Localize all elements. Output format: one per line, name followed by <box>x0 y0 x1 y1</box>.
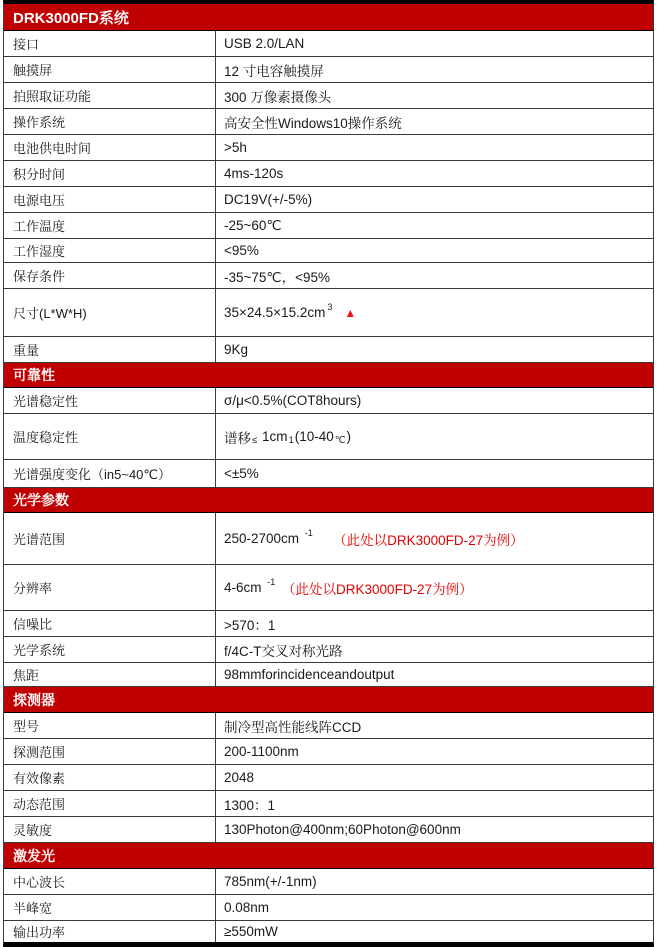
spec-value <box>216 817 653 842</box>
spec-label: 接口 <box>4 31 216 56</box>
spec-label: 操作系统 <box>4 109 216 134</box>
spec-value-text: 4ms-120s <box>224 166 284 181</box>
spec-value <box>216 213 653 238</box>
spec-value <box>216 869 653 894</box>
spec-value-text: 200-1100nm <box>224 744 299 759</box>
spec-row <box>4 337 653 363</box>
spec-row <box>4 663 653 687</box>
spec-label: 尺寸(L*W*H) <box>4 289 216 336</box>
spec-value <box>216 135 653 160</box>
spec-label: 探测范围 <box>4 739 216 764</box>
spec-value <box>216 713 653 738</box>
spec-row <box>4 460 653 488</box>
spec-value-text: f/4C-T交叉对称光路 <box>224 643 343 659</box>
spec-value <box>216 637 653 662</box>
spec-value <box>216 57 653 82</box>
subscript: ℃ <box>334 435 346 446</box>
subscript: 1 <box>288 435 294 446</box>
section-header <box>4 363 653 388</box>
spec-label: 型号 <box>4 713 216 738</box>
spec-note-red: （此处以DRK3000FD-27为例） <box>275 581 473 597</box>
spec-label: 电池供电时间 <box>4 135 216 160</box>
spec-value-text: -25~60℃ <box>224 217 282 233</box>
spec-row <box>4 135 653 161</box>
spec-value-text: <95% <box>224 243 259 258</box>
spec-label: 动态范围 <box>4 791 216 816</box>
spec-value-text: USB 2.0/LAN <box>224 36 305 51</box>
spec-label: 拍照取证功能 <box>4 83 216 108</box>
spec-value <box>216 31 653 56</box>
spec-row <box>4 239 653 263</box>
spec-value-text: 高安全性Windows10操作系统 <box>224 115 402 131</box>
spec-value-text: 300 万像素摄像头 <box>224 89 332 105</box>
spec-row <box>4 263 653 289</box>
spec-value-text: 130Photon@400nm;60Photon@600nm <box>224 822 461 837</box>
section-title: 探测器 <box>13 691 55 708</box>
spec-label: 光谱范围 <box>4 513 216 564</box>
spec-value-text: 785nm(+/-1nm) <box>224 874 317 889</box>
spec-row <box>4 57 653 83</box>
spec-label: 灵敏度 <box>4 817 216 842</box>
spec-label: 中心波长 <box>4 869 216 894</box>
spec-value <box>216 414 653 459</box>
spec-value <box>216 83 653 108</box>
spec-row <box>4 565 653 611</box>
section-title: 激发光 <box>13 847 55 864</box>
spec-value-text: >5h <box>224 140 247 155</box>
spec-label: 信噪比 <box>4 611 216 636</box>
spec-row <box>4 213 653 239</box>
spec-value <box>216 239 653 262</box>
spec-value-text: ≥550mW <box>224 924 278 939</box>
spec-row <box>4 765 653 791</box>
spec-value <box>216 161 653 186</box>
spec-label: 工作湿度 <box>4 239 216 262</box>
spec-row <box>4 161 653 187</box>
spec-row <box>4 83 653 109</box>
spec-value-text: <±5% <box>224 466 259 481</box>
spec-value-text: 12 寸电容触摸屏 <box>224 63 324 79</box>
spec-row <box>4 513 653 565</box>
spec-label: 触摸屏 <box>4 57 216 82</box>
spec-value <box>216 388 653 413</box>
spec-label: 焦距 <box>4 663 216 686</box>
spec-label: 半峰宽 <box>4 895 216 920</box>
section-title: 可靠性 <box>13 367 55 383</box>
spec-value <box>216 513 653 564</box>
spec-value-text: σ/μ<0.5%(COT8hours) <box>224 393 362 408</box>
spec-value-text: >570：1 <box>224 617 276 633</box>
spec-value <box>216 109 653 134</box>
table-title-bar <box>4 4 653 31</box>
spec-value <box>216 263 653 288</box>
spec-label: 光学系统 <box>4 637 216 662</box>
spec-label: 分辨率 <box>4 565 216 610</box>
spec-label: 有效像素 <box>4 765 216 790</box>
spec-value-text: (10-40 <box>294 429 334 444</box>
superscript: 3 <box>327 301 333 312</box>
spec-value-text: 35×24.5×15.2cm <box>224 305 326 320</box>
section-header <box>4 843 653 869</box>
spec-value <box>216 921 653 942</box>
spec-row <box>4 637 653 663</box>
spec-label: 积分时间 <box>4 161 216 186</box>
spec-row <box>4 187 653 213</box>
spec-label: 光谱强度变化（in5~40℃） <box>4 460 216 487</box>
superscript: -1 <box>267 576 276 587</box>
spec-row <box>4 791 653 817</box>
spec-value <box>216 565 653 610</box>
spec-value <box>216 337 653 362</box>
spec-value <box>216 739 653 764</box>
spec-value <box>216 765 653 790</box>
spec-label: 重量 <box>4 337 216 362</box>
spec-row <box>4 109 653 135</box>
spec-row <box>4 289 653 337</box>
spec-value <box>216 663 653 686</box>
section-title: 光学参数 <box>13 492 69 508</box>
spec-label: 温度稳定性 <box>4 414 216 459</box>
spec-value-text: 9Kg <box>224 342 249 357</box>
spec-value-text: 98mmforincidenceandoutput <box>224 667 395 682</box>
red-triangle-icon: ▲ <box>344 305 357 320</box>
spec-value-text: DC19V(+/-5%) <box>224 192 313 207</box>
spec-label: 保存条件 <box>4 263 216 288</box>
spec-value <box>216 611 653 636</box>
spec-row <box>4 817 653 843</box>
spec-row <box>4 869 653 895</box>
spec-row <box>4 414 653 460</box>
spec-value <box>216 187 653 212</box>
spec-value-text: 250-2700cm <box>224 531 303 546</box>
spec-value <box>216 289 653 336</box>
section-header <box>4 488 653 513</box>
spec-label: 工作温度 <box>4 213 216 238</box>
spec-value <box>216 895 653 920</box>
section-title: DRK3000FD系统 <box>13 9 129 27</box>
spec-row <box>4 739 653 765</box>
spec-label: 电源电压 <box>4 187 216 212</box>
spec-row <box>4 921 653 942</box>
spec-value-text: 2048 <box>224 770 255 785</box>
subscript: ≤ <box>252 435 258 446</box>
spec-value-text: 制冷型高性能线阵CCD <box>224 719 362 735</box>
spec-value-text: -35~75℃，<95% <box>224 269 330 285</box>
section-header <box>4 687 653 713</box>
spec-row <box>4 31 653 57</box>
superscript: -1 <box>304 527 313 538</box>
spec-table <box>3 0 654 947</box>
spec-label: 光谱稳定性 <box>4 388 216 413</box>
spec-label: 输出功率 <box>4 921 216 942</box>
spec-value-text: 4-6cm <box>224 580 266 595</box>
spec-row <box>4 611 653 637</box>
spec-note-red: （此处以DRK3000FD-27为例） <box>312 532 524 548</box>
spec-value <box>216 460 653 487</box>
spec-value-text: 0.08nm <box>224 900 270 915</box>
spec-value-text: 1cm <box>258 429 288 444</box>
spec-row <box>4 388 653 414</box>
spec-row <box>4 895 653 921</box>
spec-value-text: 谱移 <box>224 430 251 446</box>
spec-value-text: ) <box>346 429 351 444</box>
spec-value-text: 1300：1 <box>224 797 276 813</box>
spec-row <box>4 713 653 739</box>
spec-value <box>216 791 653 816</box>
